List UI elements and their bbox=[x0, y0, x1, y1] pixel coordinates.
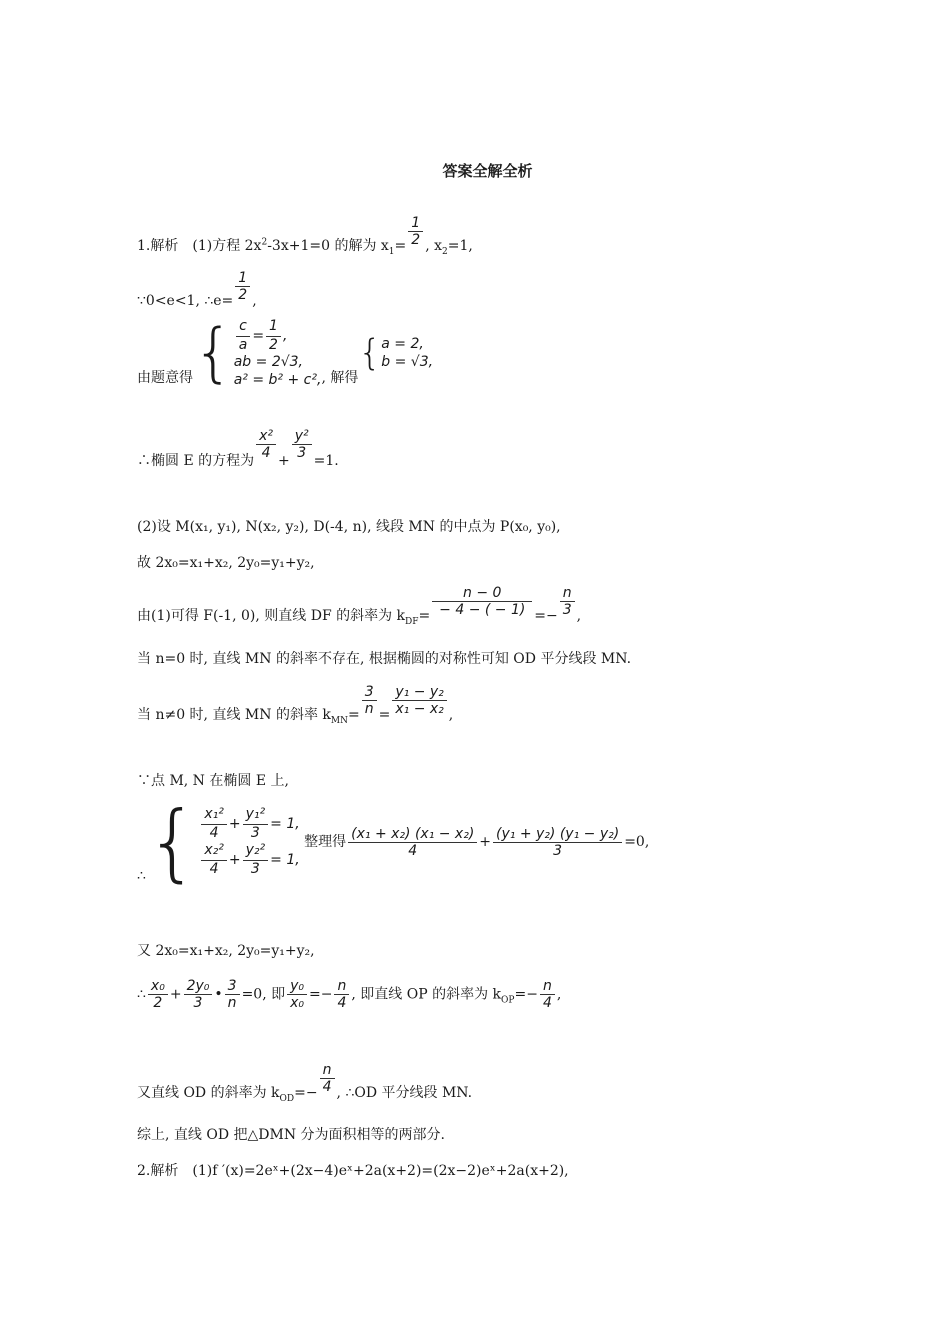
text: = bbox=[394, 238, 407, 254]
denominator: − 4 − ( − 1) bbox=[439, 602, 526, 618]
solution-system bbox=[381, 336, 433, 371]
text: =− bbox=[534, 608, 558, 624]
denominator: 3 bbox=[553, 842, 563, 859]
numerator: n bbox=[540, 978, 555, 995]
text: , bbox=[448, 707, 454, 723]
page-title: 答案全解全析 bbox=[442, 162, 533, 180]
text: + bbox=[228, 852, 241, 868]
text: =1, bbox=[447, 238, 473, 254]
text: = bbox=[418, 608, 431, 624]
numerator: 3 bbox=[362, 684, 377, 701]
fraction-3-n bbox=[362, 684, 377, 717]
fraction-n-3 bbox=[560, 585, 575, 618]
solution-2-line-1: 2.解析 (1)f ′(x)=2eˣ+(2x−4)eˣ+2a(x+2)=(2x−2)eˣ+2a(x+2), bbox=[137, 1163, 569, 1179]
fraction bbox=[287, 978, 307, 1011]
denominator: 4 bbox=[337, 995, 347, 1011]
text: + bbox=[169, 986, 182, 1003]
denominator: 3 bbox=[250, 824, 260, 841]
subscript: 2 bbox=[441, 246, 448, 257]
text: = bbox=[252, 328, 265, 344]
text: , bbox=[556, 986, 562, 1003]
numerator: x₂² bbox=[201, 842, 227, 861]
equation-system bbox=[234, 318, 322, 389]
solution-1-part2-setup: (2)设 M(x₁, y₁), N(x₂, y₂), D(-4, n), 线段 MN 的中点为 P(x₀, y₀), bbox=[137, 519, 561, 535]
solution-1-system bbox=[137, 318, 433, 389]
text: , x bbox=[425, 238, 442, 254]
solution-1-slope-od bbox=[137, 1062, 472, 1104]
fraction bbox=[320, 1062, 335, 1095]
denominator: 4 bbox=[209, 824, 219, 841]
system-row-1 bbox=[199, 806, 299, 842]
denominator: n bbox=[364, 701, 374, 717]
text: =1. bbox=[313, 453, 339, 469]
text: ∴ bbox=[137, 986, 146, 1003]
subscript: MN bbox=[330, 715, 348, 726]
solution-1-ellipse-system bbox=[137, 793, 650, 891]
text: ∵0<e<1, ∴e= bbox=[137, 293, 234, 309]
fraction-half bbox=[408, 215, 423, 248]
denominator: 4 bbox=[209, 860, 219, 877]
subscript: OP bbox=[501, 995, 515, 1006]
solution-1-points-on-ellipse: ∵点 M, N 在椭圆 E 上, bbox=[137, 773, 289, 789]
denominator: 4 bbox=[408, 842, 418, 859]
numerator: (y₁ + y₂) (y₁ − y₂) bbox=[493, 826, 622, 843]
denominator: 3 bbox=[562, 602, 572, 618]
text: 当 n≠0 时, 直线 MN 的斜率 k bbox=[137, 707, 331, 723]
numerator: x² bbox=[256, 428, 276, 445]
solution-row-1: a = 2, bbox=[381, 336, 424, 352]
text: =0, 即 bbox=[241, 986, 286, 1003]
solution-1-ellipse-equation bbox=[137, 428, 339, 470]
fraction bbox=[243, 842, 269, 878]
text: = 1, bbox=[270, 816, 300, 832]
numerator: 1 bbox=[266, 318, 281, 337]
text: =0, bbox=[624, 834, 650, 850]
subscript: 1 bbox=[388, 246, 395, 257]
numerator: y² bbox=[292, 428, 312, 445]
solution-1-midpoint-again: 又 2x₀=x₁+x₂, 2y₀=y₁+y₂, bbox=[137, 943, 315, 959]
solution-1-slope-op bbox=[137, 978, 561, 1011]
numerator: 1 bbox=[235, 270, 250, 287]
numerator: c bbox=[236, 318, 251, 337]
left-brace: { bbox=[358, 332, 382, 374]
denominator: n bbox=[227, 995, 237, 1011]
numerator: 2y₀ bbox=[184, 978, 213, 995]
numerator: y₂² bbox=[243, 842, 269, 861]
text: , ∴OD 平分线段 MN. bbox=[336, 1085, 473, 1101]
numerator: y₁² bbox=[243, 806, 269, 825]
text: = bbox=[378, 707, 391, 723]
solution-1-slope-df bbox=[137, 585, 581, 627]
fraction-half bbox=[266, 318, 281, 354]
text: = bbox=[347, 707, 360, 723]
solution-row-2: b = √3, bbox=[381, 353, 434, 370]
numerator: n bbox=[334, 978, 349, 995]
fraction-slope bbox=[432, 585, 532, 618]
denominator: 4 bbox=[322, 1079, 332, 1095]
numerator: x₀ bbox=[148, 978, 168, 995]
system-row-2: ab = 2√3, bbox=[233, 354, 304, 370]
numerator: 1 bbox=[408, 215, 423, 232]
text: 由(1)可得 F(-1, 0), 则直线 DF 的斜率为 k bbox=[137, 608, 406, 624]
text: =− bbox=[294, 1085, 318, 1101]
equation-system bbox=[199, 806, 299, 878]
text: -3x+1=0 的解为 x bbox=[267, 238, 389, 254]
text: 又直线 OD 的斜率为 k bbox=[137, 1085, 280, 1101]
text: , bbox=[252, 293, 257, 309]
solution-1-conclusion: 综上, 直线 OD 把△DMN 分为面积相等的两部分. bbox=[137, 1127, 445, 1143]
numerator: (x₁ + x₂) (x₁ − x₂) bbox=[348, 826, 477, 843]
text: 由题意得 bbox=[137, 370, 193, 386]
denominator: 3 bbox=[297, 445, 307, 461]
system-row-3: a² = b² + c², bbox=[233, 371, 322, 388]
text: 整理得 bbox=[299, 834, 347, 850]
fraction bbox=[148, 978, 168, 1011]
fraction bbox=[243, 806, 269, 842]
numerator: x₁² bbox=[201, 806, 227, 825]
subscript: DF bbox=[405, 616, 419, 627]
fraction bbox=[225, 978, 240, 1011]
text: ∴ bbox=[137, 868, 146, 884]
fraction bbox=[201, 806, 227, 842]
text: • bbox=[214, 986, 223, 1003]
denominator: a bbox=[238, 336, 248, 353]
subscript: OD bbox=[279, 1093, 295, 1104]
numerator: n − 0 bbox=[432, 585, 532, 602]
text: = 1, bbox=[270, 852, 300, 868]
solution-1-midpoint: 故 2x₀=x₁+x₂, 2y₀=y₁+y₂, bbox=[137, 555, 315, 571]
denominator: x₁ − x₂ bbox=[395, 701, 444, 717]
fraction-x2-4 bbox=[256, 428, 276, 461]
denominator: 3 bbox=[193, 995, 203, 1011]
denominator: x₀ bbox=[290, 995, 305, 1011]
numerator: 3 bbox=[225, 978, 240, 995]
fraction-slope-mn bbox=[392, 684, 446, 717]
fraction bbox=[334, 978, 349, 1011]
text: , 解得 bbox=[321, 370, 359, 386]
denominator: 4 bbox=[542, 995, 552, 1011]
denominator: 2 bbox=[411, 232, 421, 248]
text: =− bbox=[309, 986, 333, 1003]
fraction bbox=[201, 842, 227, 878]
text: , 即直线 OP 的斜率为 k bbox=[351, 986, 502, 1003]
denominator: 2 bbox=[153, 995, 163, 1011]
numerator: y₁ − y₂ bbox=[392, 684, 446, 701]
denominator: 2 bbox=[269, 336, 278, 353]
fraction bbox=[540, 978, 555, 1011]
system-row-2 bbox=[199, 842, 299, 878]
solution-1-slope-mn bbox=[137, 684, 453, 726]
denominator: 3 bbox=[250, 860, 260, 877]
fraction-y-terms bbox=[493, 826, 622, 859]
left-brace: { bbox=[145, 793, 200, 891]
text: + bbox=[228, 816, 241, 832]
system-row-1 bbox=[234, 318, 322, 354]
fraction-x-terms bbox=[348, 826, 477, 859]
superscript: 2 bbox=[261, 237, 268, 248]
text: + bbox=[479, 834, 492, 850]
solution-1-case-n-zero: 当 n=0 时, 直线 MN 的斜率不存在, 根据椭圆的对称性可知 OD 平分线段 MN. bbox=[137, 651, 632, 667]
fraction-c-a bbox=[236, 318, 251, 354]
numerator: n bbox=[320, 1062, 335, 1079]
denominator: 2 bbox=[238, 287, 248, 303]
text: ∴椭圆 E 的方程为 bbox=[137, 453, 255, 469]
numerator: n bbox=[560, 585, 575, 602]
text: + bbox=[278, 453, 290, 469]
denominator: 4 bbox=[261, 445, 271, 461]
solution-1-line-2 bbox=[137, 270, 257, 309]
fraction-y2-3 bbox=[292, 428, 312, 461]
text: =− bbox=[514, 986, 538, 1003]
fraction-e bbox=[235, 270, 250, 303]
solution-1-line-1 bbox=[137, 215, 473, 257]
text: , bbox=[576, 608, 582, 624]
text: 1.解析 (1)方程 2x bbox=[137, 238, 262, 254]
numerator: y₀ bbox=[287, 978, 307, 995]
text: , bbox=[282, 328, 288, 344]
fraction bbox=[184, 978, 213, 1011]
left-brace: { bbox=[193, 316, 234, 391]
